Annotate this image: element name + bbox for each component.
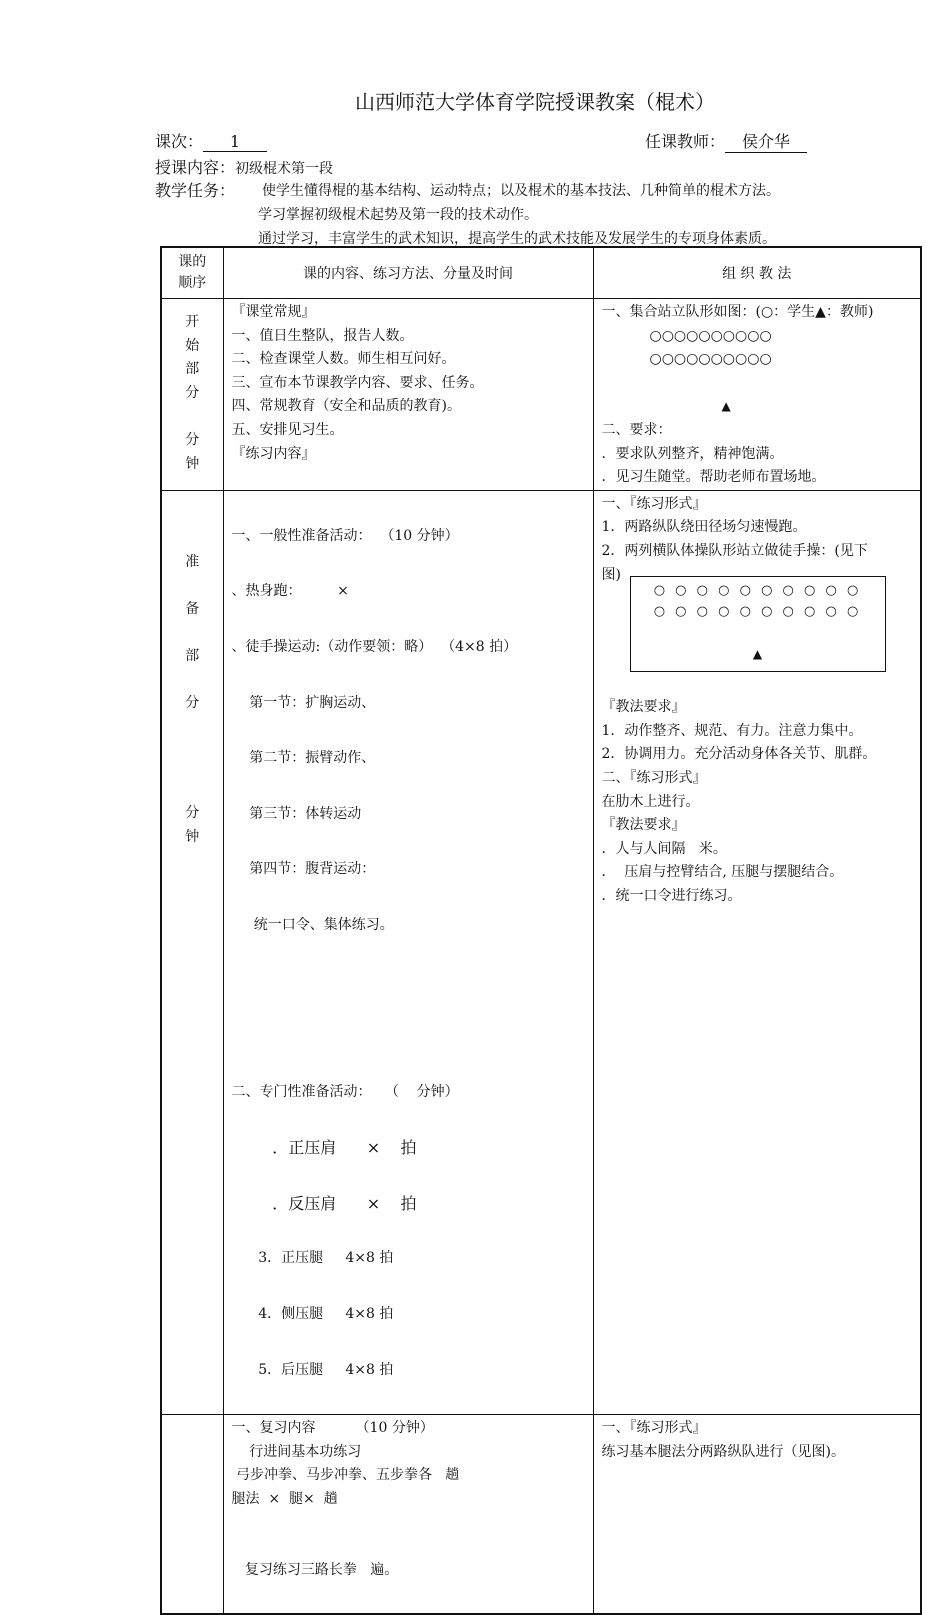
session-value: 1 — [203, 132, 267, 152]
content-line: 三、宣布本节课教学内容、要求、任务。 — [231, 374, 484, 391]
content-line: 5．后压腿 4×8 拍 — [231, 1361, 394, 1378]
content-line: 一、值日生整队，报告人数。 — [231, 327, 414, 344]
content-line: ．正压肩 × 拍 — [231, 1138, 417, 1158]
page-title: 山西师范大学体育学院授课教案（棍术） — [355, 90, 715, 114]
content-line: 一、复习内容 （10 分钟） — [231, 1420, 434, 1437]
content-line: 统一口令、集体练习。 — [231, 916, 394, 933]
section-content — [223, 490, 593, 1415]
spacer — [232, 1025, 593, 1049]
org-line: 2．两列横队体操队形站立做徒手操：(见下 — [601, 542, 868, 559]
table-header-row — [161, 247, 921, 299]
content-line: 一、一般性准备活动： （10 分钟） — [231, 527, 459, 544]
teacher-marker-icon: ▲ — [721, 399, 731, 414]
session-label: 课次： — [155, 132, 204, 151]
section-organization — [593, 299, 921, 491]
order-spacer — [162, 405, 223, 429]
org-line: 1．动作整齐、规范、有力。注意力集中。 — [601, 722, 863, 739]
order-char: 分 — [185, 384, 200, 401]
section-organization — [593, 1415, 921, 1614]
content-line: 第三节：体转运动 — [231, 805, 362, 822]
header-content: 课的内容、练习方法、分量及时间 — [223, 247, 593, 299]
spacer — [602, 372, 921, 396]
section-order — [161, 1415, 223, 1614]
lesson-plan-table — [160, 246, 922, 1615]
header-organization: 组 织 教 法 — [593, 247, 921, 299]
content-line: 腿法 × 腿× 趟 — [231, 1491, 338, 1508]
order-char: 钟 — [185, 828, 200, 845]
task-item: 学习掌握初级棍术起势及第一段的技术动作。 — [258, 207, 538, 223]
org-line: 二、要求： — [601, 421, 672, 438]
content-line: 二、检查课堂人数。师生相互问好。 — [231, 351, 456, 368]
header-order-line: 课的 — [178, 254, 207, 270]
spacer — [232, 970, 593, 994]
org-line: 2．协调用力。充分活动身体各关节、肌群。 — [601, 746, 877, 763]
content-line: 第四节：腹背运动： — [231, 861, 376, 878]
spacer — [232, 1512, 593, 1536]
order-char: 分 — [185, 804, 200, 821]
org-line: 练习基本腿法分两路纵队进行（见图)。 — [601, 1443, 845, 1460]
order-char: 分 — [185, 431, 200, 448]
teacher-marker-icon: ▲ — [752, 647, 763, 662]
table-row — [161, 1415, 921, 1614]
content-label: 授课内容： — [155, 158, 236, 177]
content-line: 复习练习三路长拳 遍。 — [231, 1561, 399, 1578]
content-line: ．反压肩 × 拍 — [231, 1193, 417, 1213]
order-char: 备 — [185, 600, 200, 617]
content-line: 四、常规教育（安全和品质的教育)。 — [231, 398, 461, 415]
content-line: 4．侧压腿 4×8 拍 — [231, 1306, 394, 1323]
org-line: 『教法要求』 — [601, 699, 686, 716]
section-order — [161, 299, 223, 491]
content-value: 初级棍术第一段 — [235, 161, 334, 177]
content-line: 、徒手操运动:（动作要领：略） （4×8 拍） — [231, 638, 518, 655]
order-char: 分 — [185, 694, 200, 711]
task-item: 使学生懂得棍的基本结构、运动特点；以及棍术的基本技法、几种简单的棍术方法。 — [262, 183, 780, 199]
teacher-line — [645, 129, 807, 153]
order-char: 始 — [185, 337, 200, 354]
org-line: ．见习生随堂。帮助老师布置场地。 — [601, 469, 826, 486]
session-line — [155, 129, 267, 152]
formation-row: ○ ○ ○ ○ ○ ○ ○ ○ ○ ○ — [653, 604, 862, 620]
header-order — [161, 247, 223, 299]
org-line: 『教法要求』 — [601, 817, 686, 834]
table-row — [161, 299, 921, 491]
content-line: 行进间基本功练习 — [231, 1443, 362, 1460]
section-content — [223, 1415, 593, 1614]
content-line: 、热身跑： × — [231, 583, 349, 600]
table-row — [161, 490, 921, 1415]
tasks-label: 教学任务： — [155, 181, 236, 200]
header-order-line: 顺序 — [178, 275, 207, 291]
org-line: ．统一口令进行练习。 — [601, 887, 742, 904]
order-char: 开 — [185, 314, 200, 330]
section-content — [223, 299, 593, 491]
teacher-label: 任课教师： — [645, 132, 726, 151]
org-line: ． 压肩与控臂结合, 压腿与摆腿结合。 — [601, 864, 844, 881]
task-item: 通过学习，丰富学生的武术知识，提高学生的武术技能及发展学生的专项身体素质。 — [258, 231, 776, 247]
content-line: 『课堂常规』 — [231, 304, 316, 320]
content-line: 五、安排见习生。 — [231, 421, 344, 438]
section-organization — [593, 490, 921, 1415]
content-line: 第一节：扩胸运动、 — [231, 694, 376, 711]
org-line: 1．两路纵队绕田径场匀速慢跑。 — [601, 519, 807, 536]
content-line: 二、专门性准备活动： （ 分钟） — [231, 1083, 459, 1100]
org-line: 二、『练习形式』 — [601, 769, 707, 786]
content-line — [155, 155, 333, 178]
content-line: 3．正压腿 4×8 拍 — [231, 1250, 394, 1267]
order-char: 部 — [185, 361, 200, 378]
content-line: 第二节：振臂动作、 — [231, 750, 376, 767]
teacher-value: 侯介华 — [725, 129, 807, 153]
org-line: 一、『练习形式』 — [601, 1420, 707, 1437]
spacer — [232, 1535, 593, 1559]
org-line: 一、『练习形式』 — [601, 495, 707, 512]
order-char: 部 — [185, 647, 200, 664]
section-order — [161, 490, 223, 1415]
formation-row: ○○○○○○○○○○ — [649, 327, 772, 344]
order-char: 钟 — [185, 455, 200, 472]
org-line: 一、集合站立队形如图：(○：学生▲：教师) — [601, 304, 874, 320]
content-line: 『练习内容』 — [231, 445, 316, 462]
org-line: 图) — [601, 566, 621, 583]
org-line: ．人与人间隔 米。 — [601, 840, 727, 857]
formation-diagram — [630, 576, 886, 672]
formation-row: ○○○○○○○○○○ — [649, 351, 772, 368]
org-line: ．要求队列整齐，精神饱满。 — [601, 445, 784, 462]
content-line: 弓步冲拳、马步冲拳、五步拳各 趟 — [231, 1467, 460, 1484]
org-line: 在肋木上进行。 — [601, 793, 700, 810]
formation-row: ○ ○ ○ ○ ○ ○ ○ ○ ○ ○ — [653, 583, 862, 599]
order-char: 准 — [185, 553, 200, 570]
